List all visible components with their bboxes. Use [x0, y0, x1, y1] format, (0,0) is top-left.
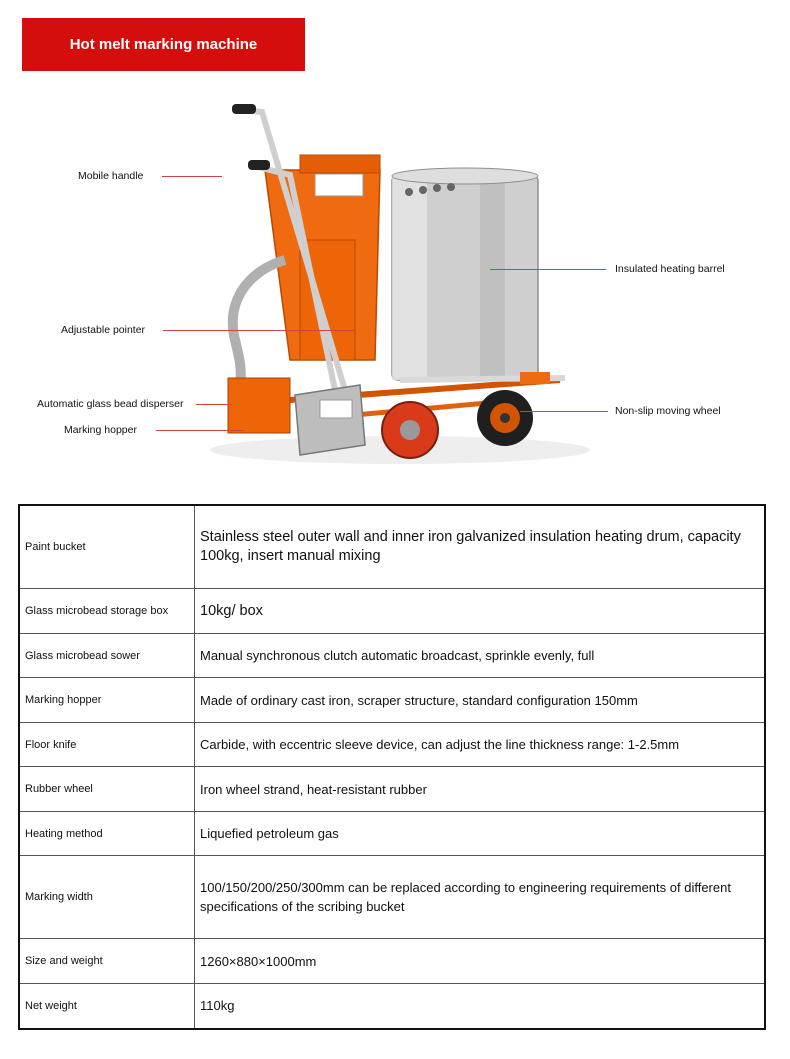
page-title: Hot melt marking machine: [22, 18, 305, 71]
leader-moving-wheel: [520, 411, 608, 412]
spec-value: 100/150/200/250/300mm can be replaced according to engineering requirements of different specifications of the scribing bucket: [195, 856, 766, 939]
table-row: [19, 589, 765, 634]
leader-heating-barrel: [490, 269, 606, 270]
spec-label: Floor knife: [19, 722, 195, 767]
table-row: [19, 722, 765, 767]
spec-value: Carbide, with eccentric sleeve device, can adjust the line thickness range: 1-2.5mm: [195, 722, 766, 767]
spec-value: 1260×880×1000mm: [195, 939, 766, 984]
leader-mobile-handle: [162, 176, 222, 177]
table-row: [19, 633, 765, 678]
spec-label: Paint bucket: [19, 505, 195, 589]
table-row: [19, 856, 765, 939]
spec-label: Size and weight: [19, 939, 195, 984]
callout-adjustable-pointer: Adjustable pointer: [61, 324, 146, 336]
spec-value: 110kg: [195, 983, 766, 1029]
machine-illustration: [0, 90, 790, 480]
spec-value: Manual synchronous clutch automatic broadcast, sprinkle evenly, full: [195, 633, 766, 678]
spec-label: Glass microbead storage box: [19, 589, 195, 634]
callout-marking-hopper: Marking hopper: [64, 424, 137, 436]
spec-value: Made of ordinary cast iron, scraper structure, standard configuration 150mm: [195, 678, 766, 723]
spec-label: Rubber wheel: [19, 767, 195, 812]
callout-mobile-handle: Mobile handle: [78, 170, 144, 182]
leader-marking-hopper: [156, 430, 244, 431]
spec-label: Marking hopper: [19, 678, 195, 723]
table-row: [19, 505, 765, 589]
spec-value: Iron wheel strand, heat-resistant rubber: [195, 767, 766, 812]
spec-label: Heating method: [19, 811, 195, 856]
callout-glass-bead-disperser: Automatic glass bead disperser: [37, 398, 184, 410]
spec-value: Liquefied petroleum gas: [195, 811, 766, 856]
table-row: [19, 939, 765, 984]
spec-label: Glass microbead sower: [19, 633, 195, 678]
leader-adjustable-pointer: [163, 330, 355, 331]
spec-label: Marking width: [19, 856, 195, 939]
table-row: [19, 811, 765, 856]
callout-non-slip-wheel: Non-slip moving wheel: [615, 405, 721, 417]
leader-bead-disperser: [196, 404, 232, 405]
spec-value: 10kg/ box: [195, 589, 766, 634]
spec-table: [18, 504, 766, 1030]
table-row: [19, 678, 765, 723]
spec-value: Stainless steel outer wall and inner iron galvanized insulation heating drum, capacity 100kg, insert manual mixing: [195, 505, 766, 589]
spec-label: Net weight: [19, 983, 195, 1029]
callout-insulated-heating-barrel: Insulated heating barrel: [615, 263, 725, 275]
table-row: [19, 983, 765, 1029]
table-row: [19, 767, 765, 812]
